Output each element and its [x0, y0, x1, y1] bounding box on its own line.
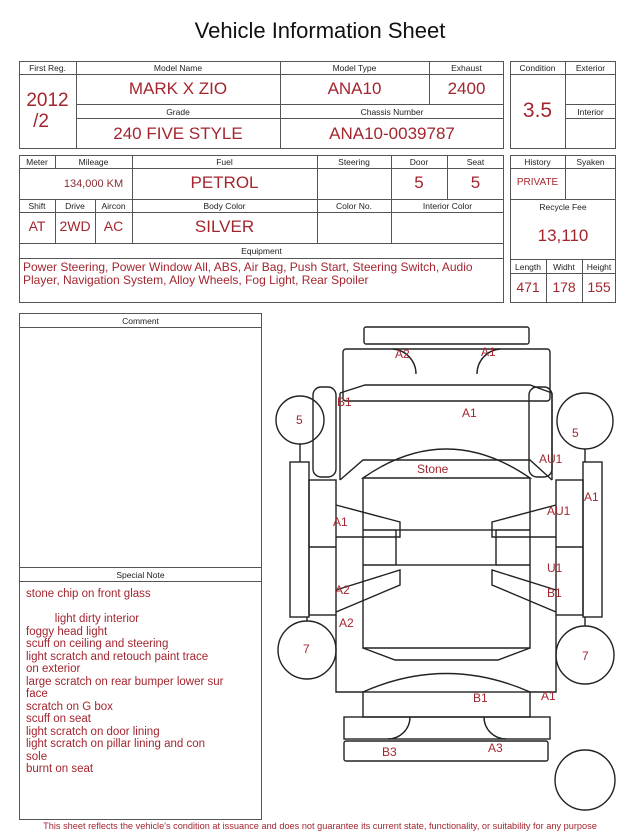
mileage-value: 134,000 KM — [63, 178, 124, 190]
chassis-label: Chassis Number — [360, 107, 424, 117]
seat-label: Seat — [466, 157, 485, 167]
equipment-value: Power Steering, Power Window All, ABS, Air Bag, Push Start, Steering Switch, Audio Player, Navigation System, Alloy Wheels, Fog Light, Rear Spoiler — [23, 260, 473, 287]
history-label: History — [524, 157, 551, 167]
mark-right-au1: AU1 — [547, 504, 571, 518]
model-name-value: MARK X ZIO — [128, 79, 228, 98]
car-damage-diagram — [265, 320, 620, 820]
fuel-value: PETROL — [190, 173, 259, 192]
door-value: 5 — [414, 173, 424, 192]
first-reg-label: First Reg. — [29, 63, 66, 73]
length-value: 471 — [516, 279, 540, 295]
comment-label: Comment — [122, 316, 159, 326]
special-note-item: scuff on seat — [26, 713, 91, 725]
mark-rear-b3: B3 — [382, 745, 397, 759]
special-note-item: sole — [26, 750, 48, 763]
aircon-value: AC — [103, 218, 124, 234]
mark-left-a2: A2 — [335, 583, 350, 597]
special-note-item — [26, 601, 260, 614]
steering-label: Steering — [338, 157, 370, 167]
model-type-label: Model Type — [332, 63, 377, 73]
mark-wheel-fr: 5 — [572, 426, 579, 440]
mark-right-au1-top: AU1 — [539, 452, 563, 466]
mark-front-a2: A2 — [395, 347, 410, 361]
special-note-list — [26, 588, 260, 776]
mark-roof: Stone — [417, 462, 449, 476]
mark-rear-a3: A3 — [488, 741, 503, 755]
mark-right-b1: B1 — [547, 586, 562, 600]
mark-left-a2-low: A2 — [339, 616, 354, 630]
condition-label: Condition — [519, 63, 556, 73]
special-note-item: large scratch on rear bumper lower sur — [26, 675, 224, 688]
mark-wheel-rr: 7 — [582, 649, 589, 663]
meter-label: Meter — [26, 157, 48, 167]
door-label: Door — [409, 157, 429, 167]
special-note-item: foggy head light — [26, 625, 108, 638]
special-note-item: stone chip on front glass — [26, 588, 151, 600]
recycle-fee-label: Recycle Fee — [539, 202, 587, 212]
height-value: 155 — [587, 279, 611, 295]
exhaust-value: 2400 — [447, 79, 486, 98]
height-label: Height — [586, 262, 612, 272]
page-title: Vehicle Information Sheet — [194, 18, 446, 43]
mark-front-a1: A1 — [481, 345, 496, 359]
special-note-item: face — [26, 688, 48, 700]
exterior-label: Exterior — [575, 63, 606, 73]
interior-color-label: Interior Color — [422, 201, 473, 211]
special-note-label: Special Note — [116, 570, 165, 580]
drive-value: 2WD — [59, 218, 91, 234]
aircon-label: Aircon — [101, 201, 126, 211]
body-color-label: Body Color — [203, 201, 246, 211]
interior-label: Interior — [577, 107, 604, 117]
mark-trunk-b1: B1 — [473, 691, 488, 705]
fuel-label: Fuel — [216, 157, 233, 167]
shift-label: Shift — [28, 201, 46, 211]
history-value: PRIVATE — [516, 177, 559, 188]
first-reg-year: 2012 — [26, 90, 69, 111]
special-note-item: light scratch and retouch paint trace — [26, 650, 209, 663]
special-note-item: on exterior — [26, 663, 81, 675]
grade-value: 240 FIVE STYLE — [113, 124, 243, 143]
mark-right-a1: A1 — [584, 490, 599, 504]
mark-wheel-rl: 7 — [303, 642, 310, 656]
special-note-item: burnt on seat — [26, 763, 94, 775]
mark-wheel-fl: 5 — [296, 413, 303, 427]
length-label: Length — [515, 262, 541, 272]
mark-left-a1: A1 — [333, 515, 348, 529]
model-type-value: ANA10 — [327, 79, 382, 98]
first-reg-month: /2 — [33, 111, 49, 132]
mark-rear-a1: A1 — [541, 689, 556, 703]
special-note-item: light dirty interior — [26, 613, 140, 625]
model-name-label: Model Name — [153, 63, 203, 73]
body-color-value: SILVER — [194, 217, 255, 236]
special-note-item: scuff on ceiling and steering — [26, 638, 169, 650]
mark-right-u1: U1 — [547, 561, 563, 575]
width-label: Widht — [553, 262, 575, 272]
drive-label: Drive — [65, 201, 85, 211]
mark-bonnet-a1: A1 — [462, 406, 477, 420]
disclaimer-footer: This sheet reflects the vehicle's condition at issuance and does not guarantee its current state, functionality, or suitability for any purpose — [43, 821, 597, 831]
color-no-label: Color No. — [336, 201, 372, 211]
condition-value: 3.5 — [522, 99, 553, 122]
recycle-fee-value: 13,110 — [537, 226, 589, 245]
special-note-item: light scratch on door lining — [26, 725, 160, 738]
grade-label: Grade — [166, 107, 190, 117]
shift-value: AT — [28, 218, 46, 234]
mileage-label: Mileage — [78, 157, 109, 167]
mark-bonnet-b1: B1 — [337, 395, 352, 409]
syaken-label: Syaken — [576, 157, 605, 167]
special-note-item: light scratch on pillar lining and con — [26, 738, 205, 750]
equipment-label: Equipment — [241, 246, 282, 256]
special-note-item: scratch on G box — [26, 700, 113, 713]
seat-value: 5 — [470, 173, 481, 192]
exhaust-label: Exhaust — [451, 63, 482, 73]
chassis-value: ANA10-0039787 — [329, 124, 455, 143]
width-value: 178 — [552, 279, 576, 295]
